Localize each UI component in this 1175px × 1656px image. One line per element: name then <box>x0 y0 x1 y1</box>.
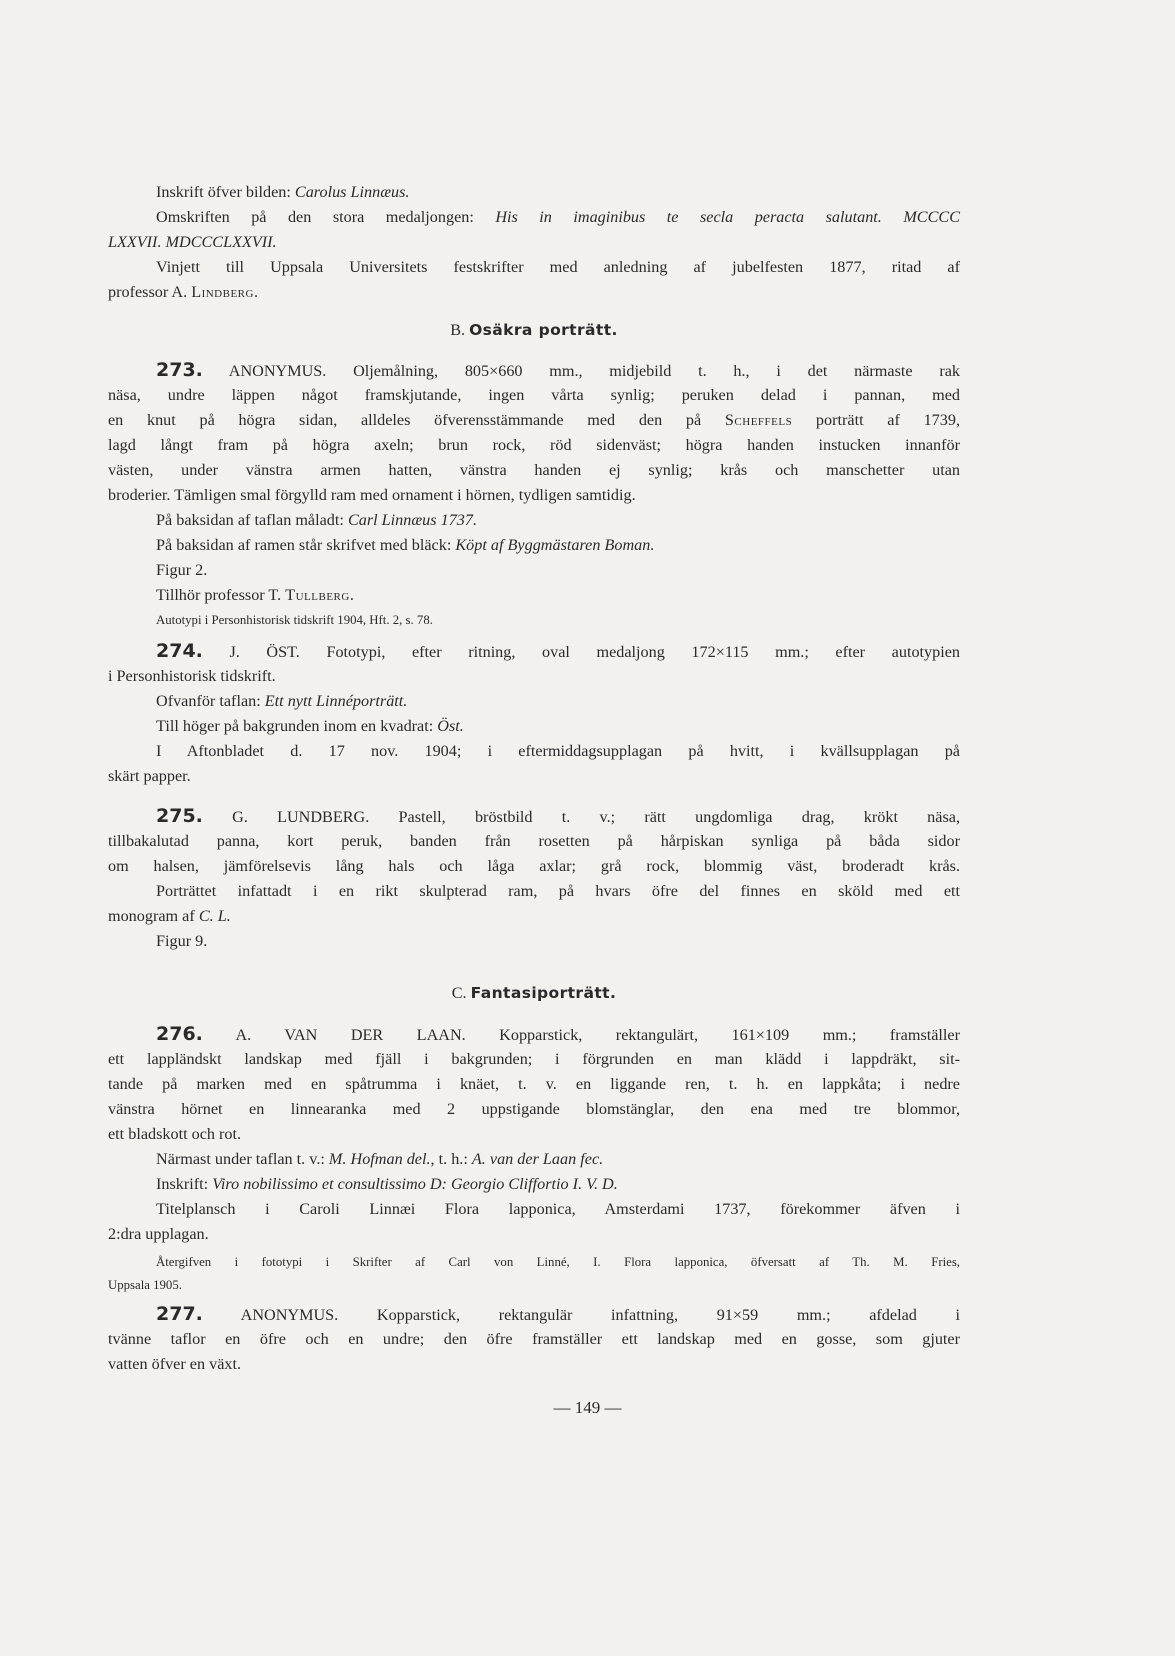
entry-275-line: monogram af C. L. <box>108 907 231 925</box>
entry-number: 275. <box>156 805 203 827</box>
entry-275-line: om halsen, jämförelsevis lång hals och låga axlar; grå rock, blommig väst, broderadt krås. <box>108 857 960 875</box>
intro-line: professor A. Lindberg. <box>108 283 259 301</box>
section-heading-c: C. Fantasiporträtt. <box>451 984 617 1002</box>
entry-274-line: skärt papper. <box>108 767 191 785</box>
entry-276-line: tande på marken med en spåtrumma i knäet, t. v. en liggande ren, t. h. en lappkåta; i nedre <box>108 1075 960 1093</box>
entry-276-line: 2:dra upplagan. <box>108 1225 209 1243</box>
entry-number: 273. <box>156 359 203 381</box>
entry-276-line: Närmast under taflan t. v.: M. Hofman del., t. h.: A. van der Laan fec. <box>156 1150 604 1168</box>
entry-274-line: Ofvanför taflan: Ett nytt Linnéporträtt. <box>156 692 408 710</box>
entry-275-line: 275. G. LUNDBERG. Pastell, bröstbild t. v.; rätt ungdomliga drag, krökt näsa, <box>156 805 960 827</box>
entry-273-line: Autotypi i Personhistorisk tidskrift 1904, Hft. 2, s. 78. <box>156 613 433 627</box>
intro-line: Inskrift öfver bilden: Carolus Linnæus. <box>156 183 410 201</box>
intro-line: LXXVII. MDCCCLXXVII. <box>108 233 277 251</box>
entry-276-line: vänstra hörnet en linnearanka med 2 uppstigande blomstänglar, den ena med tre blommor, <box>108 1100 960 1118</box>
entry-number: 274. <box>156 640 203 662</box>
entry-273-line: broderier. Tämligen smal förgylld ram med ornament i hörnen, tydligen samtidig. <box>108 486 636 504</box>
entry-273-line: näsa, undre läppen något framskjutande, ingen vårta synlig; peruken delad i pannan, med <box>108 386 960 404</box>
entry-number: 277. <box>156 1303 203 1325</box>
entry-276-line: 276. A. VAN DER LAAN. Kopparstick, rektangulärt, 161×109 mm.; framställer <box>156 1023 960 1045</box>
entry-276-line: Inskrift: Viro nobilissimo et consultissimo D: Georgio Cliffortio I. V. D. <box>156 1175 618 1193</box>
entry-273-line: en knut på högra sidan, alldeles öfverensstämmande med den på Scheffels porträtt af 1739, <box>108 411 960 429</box>
entry-274-line: 274. J. ÖST. Fototypi, efter ritning, oval medaljong 172×115 mm.; efter autotypien <box>156 640 960 662</box>
entry-277-line: 277. ANONYMUS. Kopparstick, rektangulär infattning, 91×59 mm.; afdelad i <box>156 1303 960 1325</box>
entry-276-line: ett bladskott och rot. <box>108 1125 242 1143</box>
entry-275-line: tillbakalutad panna, kort peruk, banden från rosetten på hårpiskan synliga på båda sidor <box>108 832 960 850</box>
entry-274-line: Till höger på bakgrunden inom en kvadrat: Öst. <box>156 717 464 735</box>
entry-273-line: lagd långt fram på högra axeln; brun rock, röd sidenväst; högra handen instucken innanför <box>108 436 960 454</box>
entry-275-line: Figur 9. <box>156 932 208 950</box>
entry-273-line: 273. ANONYMUS. Oljemålning, 805×660 mm., midjebild t. h., i det närmaste rak <box>156 359 960 381</box>
page-number: — 149 — <box>553 1398 622 1417</box>
entry-275-line: Porträttet infattadt i en rikt skulpterad ram, på hvars öfre del finnes en sköld med ett <box>156 882 960 900</box>
entry-277-line: tvänne taflor en öfre och en undre; den öfre framställer ett landskap med en gosse, som gjuter <box>108 1330 960 1348</box>
section-heading-b: B. Osäkra porträtt. <box>450 321 618 339</box>
entry-274-line: I Aftonbladet d. 17 nov. 1904; i eftermiddagsupplagan på hvitt, i kvällsupplagan på <box>156 742 960 760</box>
intro-line: Vinjett till Uppsala Universitets festskrifter med anledning af jubelfesten 1877, ritad af <box>156 258 960 276</box>
entry-276-line: Uppsala 1905. <box>108 1278 182 1292</box>
entry-273-line: Figur 2. <box>156 561 208 579</box>
intro-line: Omskriften på den stora medaljongen: His in imaginibus te secla peracta salutant. MCCCC <box>156 208 960 226</box>
entry-273-line: Tillhör professor T. Tullberg. <box>156 586 355 604</box>
entry-276-line: ett lappländskt landskap med fjäll i bakgrunden; i förgrunden en man klädd i lappdräkt, sit- <box>108 1050 960 1068</box>
entry-274-line: i Personhistorisk tidskrift. <box>108 667 276 685</box>
entry-273-line: På baksidan af taflan måladt: Carl Linnæus 1737. <box>156 511 478 529</box>
entry-277-line: vatten öfver en växt. <box>108 1355 242 1373</box>
entry-273-line: På baksidan af ramen står skrifvet med bläck: Köpt af Byggmästaren Boman. <box>156 536 655 554</box>
entry-273-line: västen, under vänstra armen hatten, vänstra handen ej synlig; krås och manschetter utan <box>108 461 960 479</box>
entry-276-line: Återgifven i fototypi i Skrifter af Carl von Linné, I. Flora lapponica, öfversatt af Th. M. Fries, <box>156 1255 960 1269</box>
entry-number: 276. <box>156 1023 203 1045</box>
entry-276-line: Titelplansch i Caroli Linnæi Flora lapponica, Amsterdami 1737, förekommer äfven i <box>156 1200 960 1218</box>
